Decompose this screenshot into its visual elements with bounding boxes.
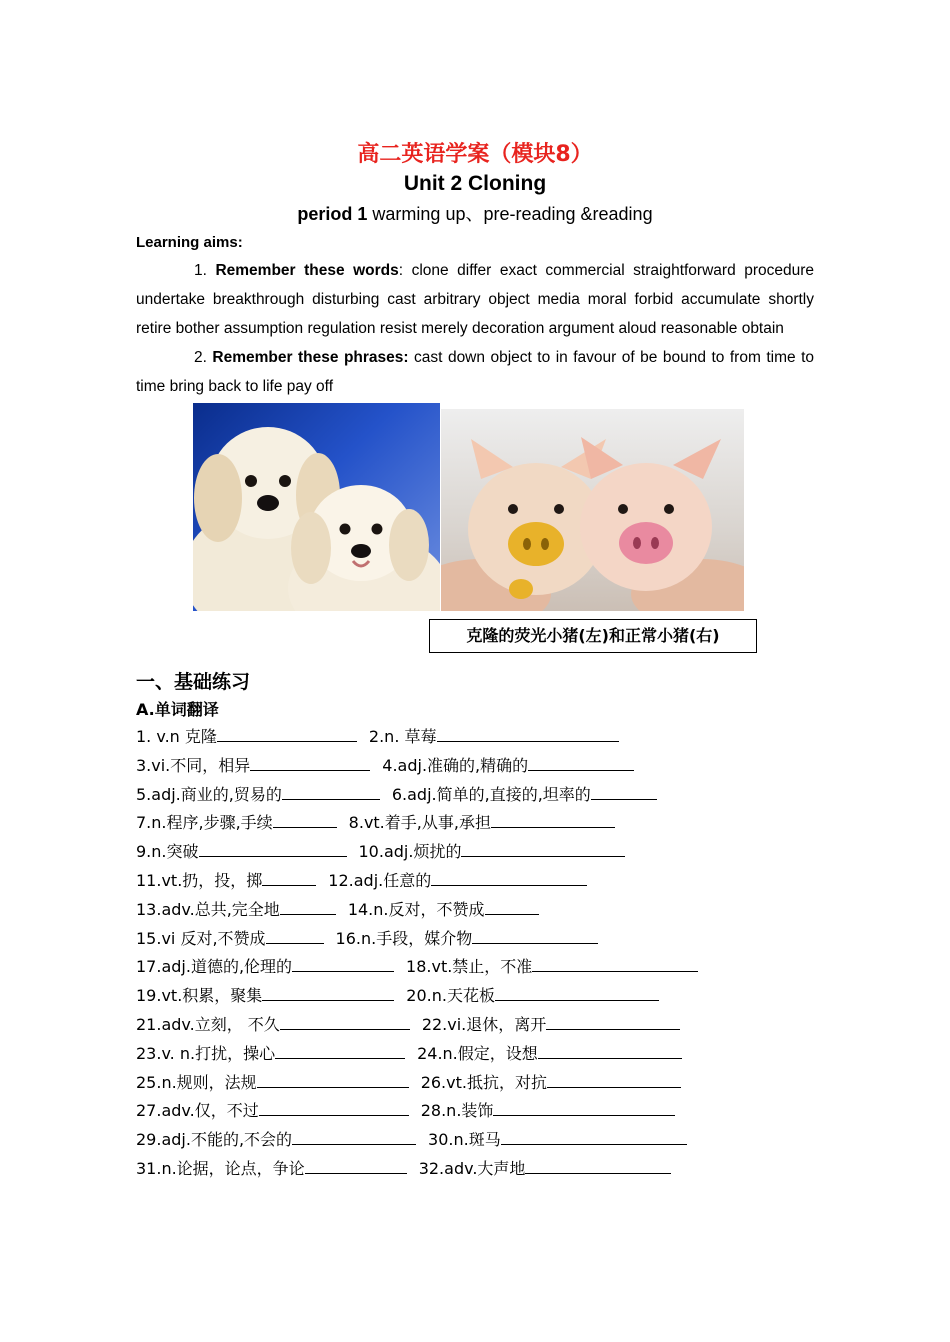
vocab-answer-blank[interactable] — [472, 929, 598, 944]
figure — [136, 403, 814, 665]
aim-phrases — [136, 343, 814, 401]
vocab-answer-blank[interactable] — [257, 1073, 409, 1088]
vocab-prompt: 29.adj.不能的,不会的 — [136, 1130, 293, 1150]
vocab-prompt: 9.n.突破 — [136, 842, 199, 862]
vocab-answer-blank[interactable] — [525, 1159, 671, 1174]
vocab-row — [136, 809, 814, 838]
vocab-prompt: 17.adj.道德的,伦理的 — [136, 957, 293, 977]
vocab-row — [136, 953, 814, 982]
vocab-answer-blank[interactable] — [528, 756, 634, 771]
aim-words-number: 1. — [194, 262, 216, 279]
vocab-row — [136, 838, 814, 867]
vocab-prompt: 6.adj.简单的,直接的,坦率的 — [391, 784, 591, 804]
vocab-prompt: 10.adj.烦扰的 — [358, 842, 462, 862]
vocab-prompt: 7.n.程序,步骤,手续 — [136, 813, 273, 833]
period-topics: warming up、pre-reading &reading — [367, 204, 653, 224]
vocab-prompt: 24.n.假定，设想 — [417, 1043, 538, 1063]
vocab-row — [136, 781, 814, 810]
vocab-row — [136, 1155, 814, 1184]
vocab-list — [136, 723, 814, 1184]
vocab-row — [136, 752, 814, 781]
vocab-prompt: 15.vi 反对,不赞成 — [136, 928, 266, 948]
vocab-answer-blank[interactable] — [292, 957, 394, 972]
vocab-answer-blank[interactable] — [485, 900, 539, 915]
vocab-prompt: 25.n.规则，法规 — [136, 1072, 257, 1092]
vocab-answer-blank[interactable] — [431, 871, 587, 886]
aim-words-heading: Remember these words — [215, 262, 399, 279]
vocab-answer-blank[interactable] — [547, 1073, 681, 1088]
vocab-row — [136, 982, 814, 1011]
period-title — [136, 198, 814, 230]
vocab-answer-blank[interactable] — [262, 986, 394, 1001]
vocab-prompt: 22.vi.退休，离开 — [421, 1014, 547, 1034]
vocab-answer-blank[interactable] — [282, 785, 380, 800]
section-basic-practice-title: 一、基础练习 — [136, 671, 251, 693]
vocab-answer-blank[interactable] — [259, 1101, 409, 1116]
vocab-prompt: 12.adj.任意的 — [328, 870, 432, 890]
unit-title: Unit 2 Cloning — [403, 172, 547, 195]
vocab-row — [136, 1040, 814, 1069]
vocab-row — [136, 1011, 814, 1040]
two-piglets-photo — [441, 409, 744, 611]
vocab-prompt: 27.adv.仅，不过 — [136, 1101, 259, 1121]
vocab-prompt: 30.n.斑马 — [428, 1130, 501, 1150]
vocab-prompt: 8.vt.着手,从事,承担 — [348, 813, 491, 833]
vocab-row — [136, 1126, 814, 1155]
vocab-prompt: 23.v. n.打扰，操心 — [136, 1043, 276, 1063]
vocab-prompt: 31.n.论据，论点，争论 — [136, 1158, 305, 1178]
vocab-row — [136, 925, 814, 954]
aim-phrases-heading: Remember these phrases: — [212, 349, 409, 366]
vocab-prompt: 20.n.天花板 — [406, 986, 495, 1006]
vocab-answer-blank[interactable] — [538, 1044, 682, 1059]
vocab-prompt: 4.adj.准确的,精确的 — [382, 755, 529, 775]
vocab-prompt: 18.vt.禁止，不准 — [406, 957, 533, 977]
vocab-prompt: 5.adj.商业的,贸易的 — [136, 784, 282, 804]
learning-aims-label: Learning aims: — [136, 234, 243, 251]
vocab-prompt: 1. v.n 克隆 — [136, 727, 217, 746]
vocab-answer-blank[interactable] — [262, 871, 316, 886]
vocab-answer-blank[interactable] — [495, 986, 659, 1001]
vocab-answer-blank[interactable] — [266, 929, 324, 944]
vocab-prompt: 21.adv.立刻， 不久 — [136, 1014, 280, 1034]
aim-words-list: : clone differ exact commercial straightforward procedure undertake breakthrough disturbing cast arbitrary object media moral forbid accumulate shortly retire bother assumption regulation resist merely decoration argument aloud reasonable obtain — [136, 262, 814, 337]
aim-phrases-list: cast down object to in favour of be bound to from time to time bring back to life pay off — [136, 349, 814, 395]
vocab-answer-blank[interactable] — [546, 1015, 680, 1030]
vocab-answer-blank[interactable] — [461, 842, 625, 857]
vocab-prompt: 19.vt.积累，聚集 — [136, 986, 263, 1006]
period-label: period 1 — [297, 204, 368, 224]
vocab-prompt: 28.n.装饰 — [420, 1101, 494, 1121]
vocab-answer-blank[interactable] — [491, 813, 615, 828]
vocab-answer-blank[interactable] — [273, 813, 337, 828]
vocab-answer-blank[interactable] — [217, 727, 357, 742]
document-page — [136, 140, 814, 1184]
vocab-answer-blank[interactable] — [292, 1130, 416, 1145]
vocab-answer-blank[interactable] — [493, 1101, 675, 1116]
vocab-prompt: 32.adv.大声地 — [418, 1158, 526, 1178]
vocab-answer-blank[interactable] — [501, 1130, 687, 1145]
vocab-prompt: 2.n. 草莓 — [368, 727, 437, 746]
vocab-prompt: 13.adv.总共,完全地 — [136, 899, 280, 919]
vocab-answer-blank[interactable] — [275, 1044, 405, 1059]
vocab-prompt: 26.vt.抵抗，对抗 — [420, 1072, 547, 1092]
vocab-row — [136, 867, 814, 896]
vocab-answer-blank[interactable] — [437, 727, 619, 742]
vocab-prompt: 16.n.手段，媒介物 — [335, 928, 473, 948]
vocab-answer-blank[interactable] — [280, 900, 336, 915]
aim-words — [136, 256, 814, 343]
vocab-row — [136, 1069, 814, 1098]
vocab-answer-blank[interactable] — [280, 1015, 410, 1030]
document-title-cn: 高二英语学案（模块8） — [357, 142, 593, 167]
vocab-answer-blank[interactable] — [591, 785, 657, 800]
two-puppies-photo — [193, 403, 440, 611]
vocab-row — [136, 723, 814, 752]
word-translation-title: A.单词翻译 — [136, 700, 219, 719]
vocab-answer-blank[interactable] — [532, 957, 698, 972]
vocab-answer-blank[interactable] — [199, 842, 347, 857]
vocab-prompt: 11.vt.扔，投，掷 — [136, 870, 263, 890]
vocab-prompt: 3.vi.不同，相异 — [136, 755, 251, 775]
vocab-prompt: 14.n.反对，不赞成 — [347, 899, 485, 919]
vocab-answer-blank[interactable] — [250, 756, 370, 771]
vocab-row — [136, 896, 814, 925]
vocab-answer-blank[interactable] — [305, 1159, 407, 1174]
aim-phrases-number: 2. — [194, 349, 213, 366]
figure-caption: 克隆的荧光小猪(左)和正常小猪(右) — [429, 619, 757, 653]
vocab-row — [136, 1097, 814, 1126]
